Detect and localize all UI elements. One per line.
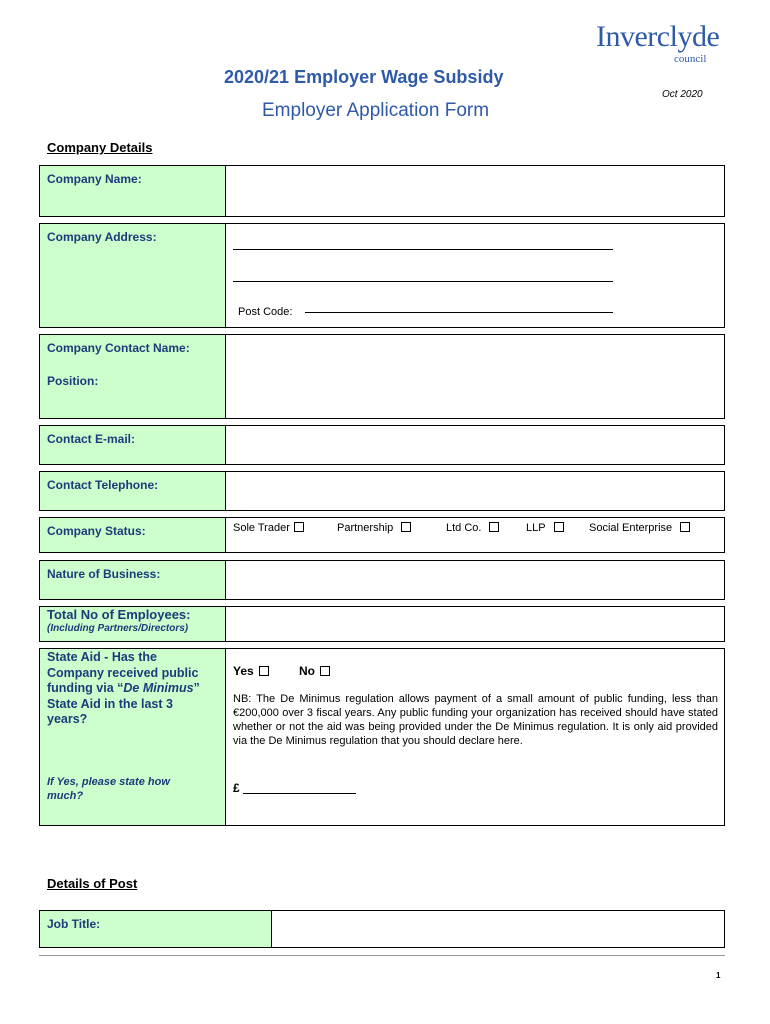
employees-sublabel: (Including Partners/Directors) bbox=[47, 623, 189, 634]
position-label: Position: bbox=[47, 374, 99, 388]
nature-of-business-field[interactable] bbox=[226, 561, 724, 599]
contact-telephone-field[interactable] bbox=[226, 472, 724, 510]
contact-email-label: Contact E-mail: bbox=[40, 426, 226, 464]
logo-subtext: council bbox=[674, 53, 707, 65]
employees-row bbox=[39, 606, 725, 642]
logo-text: Inverclyde bbox=[596, 20, 720, 53]
form-date: Oct 2020 bbox=[662, 89, 703, 100]
status-option-partnership[interactable] bbox=[337, 522, 411, 534]
checkbox-icon[interactable] bbox=[294, 522, 304, 532]
amount-field[interactable] bbox=[243, 793, 356, 794]
job-title-field[interactable] bbox=[272, 911, 724, 947]
status-option-label: Sole Trader bbox=[233, 522, 290, 534]
company-status-label: Company Status: bbox=[40, 518, 226, 552]
state-aid-label-cell bbox=[40, 649, 226, 825]
checkbox-icon[interactable] bbox=[320, 666, 330, 676]
employees-label-cell bbox=[40, 607, 226, 641]
company-address-row bbox=[39, 223, 725, 328]
state-aid-question bbox=[47, 650, 207, 728]
checkbox-icon[interactable] bbox=[259, 666, 269, 676]
checkbox-icon[interactable] bbox=[554, 522, 564, 532]
job-title-label: Job Title: bbox=[40, 911, 272, 947]
contact-name-label-cell bbox=[40, 335, 226, 418]
status-option-label: Partnership bbox=[337, 522, 394, 534]
company-status-options bbox=[226, 518, 724, 552]
form-title: 2020/21 Employer Wage Subsidy bbox=[224, 67, 504, 87]
yes-option[interactable] bbox=[233, 664, 269, 678]
post-code-label: Post Code: bbox=[238, 306, 293, 318]
state-aid-field bbox=[226, 649, 724, 825]
status-option-label: LLP bbox=[526, 522, 546, 534]
company-status-row bbox=[39, 517, 725, 553]
if-yes-label: If Yes, please state how much? bbox=[47, 776, 170, 802]
company-details-heading: Company Details bbox=[47, 140, 153, 155]
company-address-field[interactable] bbox=[226, 224, 724, 327]
details-of-post-heading: Details of Post bbox=[47, 876, 138, 891]
company-name-row bbox=[39, 165, 725, 217]
state-aid-row bbox=[39, 648, 725, 826]
no-option[interactable] bbox=[299, 664, 330, 678]
checkbox-icon[interactable] bbox=[401, 522, 411, 532]
contact-name-field[interactable] bbox=[226, 335, 724, 418]
employees-field[interactable] bbox=[226, 607, 724, 641]
contact-email-field[interactable] bbox=[226, 426, 724, 464]
de-minimus-note: NB: The De Minimus regulation allows payment of a small amount of public funding, less than €200,000 over 3 fiscal years. Any public funding your organization has received should have stated whether or not the aid was being provided under the De Minimus regulation. It is only aid provided via the De Minimus regulation that you should declare here. bbox=[233, 693, 718, 747]
state-aid-text-1: State Aid - Has the Company received public funding via “ bbox=[47, 650, 199, 695]
status-option-label: Social Enterprise bbox=[589, 522, 673, 534]
nature-of-business-label: Nature of Business: bbox=[40, 561, 226, 599]
checkbox-icon[interactable] bbox=[489, 522, 499, 532]
contact-email-row bbox=[39, 425, 725, 465]
contact-name-row bbox=[39, 334, 725, 419]
contact-telephone-label: Contact Telephone: bbox=[40, 472, 226, 510]
company-name-field[interactable] bbox=[226, 166, 724, 216]
contact-name-label: Company Contact Name: bbox=[47, 341, 190, 355]
post-code-field[interactable] bbox=[305, 312, 613, 313]
footer-divider bbox=[39, 955, 725, 956]
no-label: No bbox=[299, 664, 315, 678]
state-aid-text-em: De Minimus bbox=[123, 681, 194, 695]
council-logo bbox=[596, 20, 720, 70]
status-option-llp[interactable] bbox=[526, 522, 564, 534]
job-title-row bbox=[39, 910, 725, 948]
amount-prefix: £ bbox=[233, 781, 240, 795]
status-option-label: Ltd Co. bbox=[446, 522, 482, 534]
company-address-label: Company Address: bbox=[40, 224, 226, 327]
address-line-1[interactable] bbox=[233, 249, 613, 250]
form-subtitle: Employer Application Form bbox=[262, 100, 490, 121]
state-aid-text-2: ” State Aid in the last 3 years? bbox=[47, 681, 200, 726]
yes-label: Yes bbox=[233, 664, 254, 678]
status-option-ltd-co[interactable] bbox=[446, 522, 499, 534]
contact-telephone-row bbox=[39, 471, 725, 511]
employees-label: Total No of Employees: bbox=[47, 607, 191, 622]
company-name-label: Company Name: bbox=[40, 166, 226, 216]
nature-of-business-row bbox=[39, 560, 725, 600]
address-line-2[interactable] bbox=[233, 281, 613, 282]
status-option-sole-trader[interactable] bbox=[233, 522, 304, 534]
status-option-social-enterprise[interactable] bbox=[589, 522, 690, 534]
checkbox-icon[interactable] bbox=[680, 522, 690, 532]
page-number: 1 bbox=[716, 971, 721, 980]
